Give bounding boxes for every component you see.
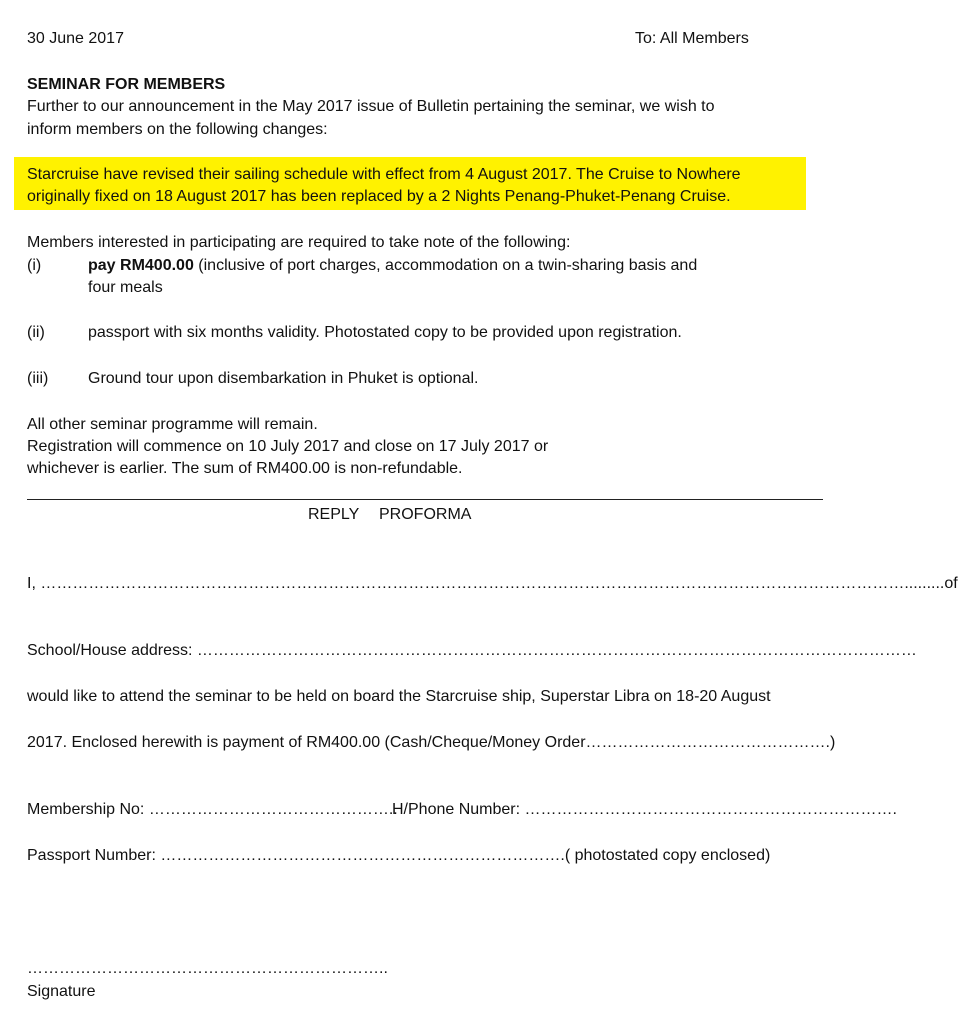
membership-field: Membership No: ……………………………………….. — [27, 801, 398, 818]
intro-line-2: inform members on the following changes: — [27, 121, 328, 138]
phone-field: H/Phone Number: ……………………………………………………………. — [392, 801, 897, 818]
letter-recipient: To: All Members — [635, 30, 749, 47]
signature-line: ………………………………………………………….. — [27, 960, 388, 977]
requirements-intro: Members interested in participating are required to take note of the following: — [27, 234, 571, 251]
item-text-i-cont: four meals — [88, 279, 163, 296]
name-field-line: I, ……………………………………………………………………………………………………………………………………………….........of — [27, 575, 958, 592]
item-text-i-rest: (inclusive of port charges, accommodation on a twin-sharing basis and — [193, 257, 698, 274]
attend-statement: would like to attend the seminar to be held on board the Starcruise ship, Superstar Libra on 18-20 August — [27, 688, 771, 705]
highlight-line-1: Starcruise have revised their sailing schedule with effect from 4 August 2017. The Cruise to Nowhere — [27, 166, 741, 183]
highlight-line-2: originally fixed on 18 August 2017 has been replaced by a 2 Nights Penang-Phuket-Penang Cruise. — [27, 188, 731, 205]
item-number-ii: (ii) — [27, 324, 45, 341]
signature-label: Signature — [27, 983, 96, 1000]
item-text-i — [88, 255, 697, 277]
passport-field: Passport Number: ………………………………………………………………….( photostated copy enclosed) — [27, 847, 771, 864]
letter-date: 30 June 2017 — [27, 30, 124, 47]
section-divider — [27, 499, 823, 500]
item-number-i: (i) — [27, 257, 42, 274]
address-field-line: School/House address: ……………………………………………………………………………………………………………………… — [27, 642, 917, 659]
reply-title-word-1: REPLY — [308, 506, 360, 523]
intro-line-1: Further to our announcement in the May 2017 issue of Bulletin pertaining the seminar, we wish to — [27, 98, 715, 115]
closing-line-1: All other seminar programme will remain. — [27, 416, 318, 433]
item-number-iii: (iii) — [27, 370, 49, 387]
item-bold-amount: pay RM400.00 — [88, 257, 194, 274]
reply-title-word-2: PROFORMA — [379, 506, 472, 523]
item-text-ii: passport with six months validity. Photostated copy to be provided upon registration. — [88, 324, 682, 341]
closing-line-3: whichever is earlier. The sum of RM400.00 is non-refundable. — [27, 460, 463, 477]
notice-title: SEMINAR FOR MEMBERS — [27, 76, 226, 93]
item-text-iii: Ground tour upon disembarkation in Phuket is optional. — [88, 370, 479, 387]
payment-statement: 2017. Enclosed herewith is payment of RM400.00 (Cash/Cheque/Money Order……………………………………….) — [27, 734, 836, 751]
closing-line-2: Registration will commence on 10 July 2017 and close on 17 July 2017 or — [27, 438, 549, 455]
